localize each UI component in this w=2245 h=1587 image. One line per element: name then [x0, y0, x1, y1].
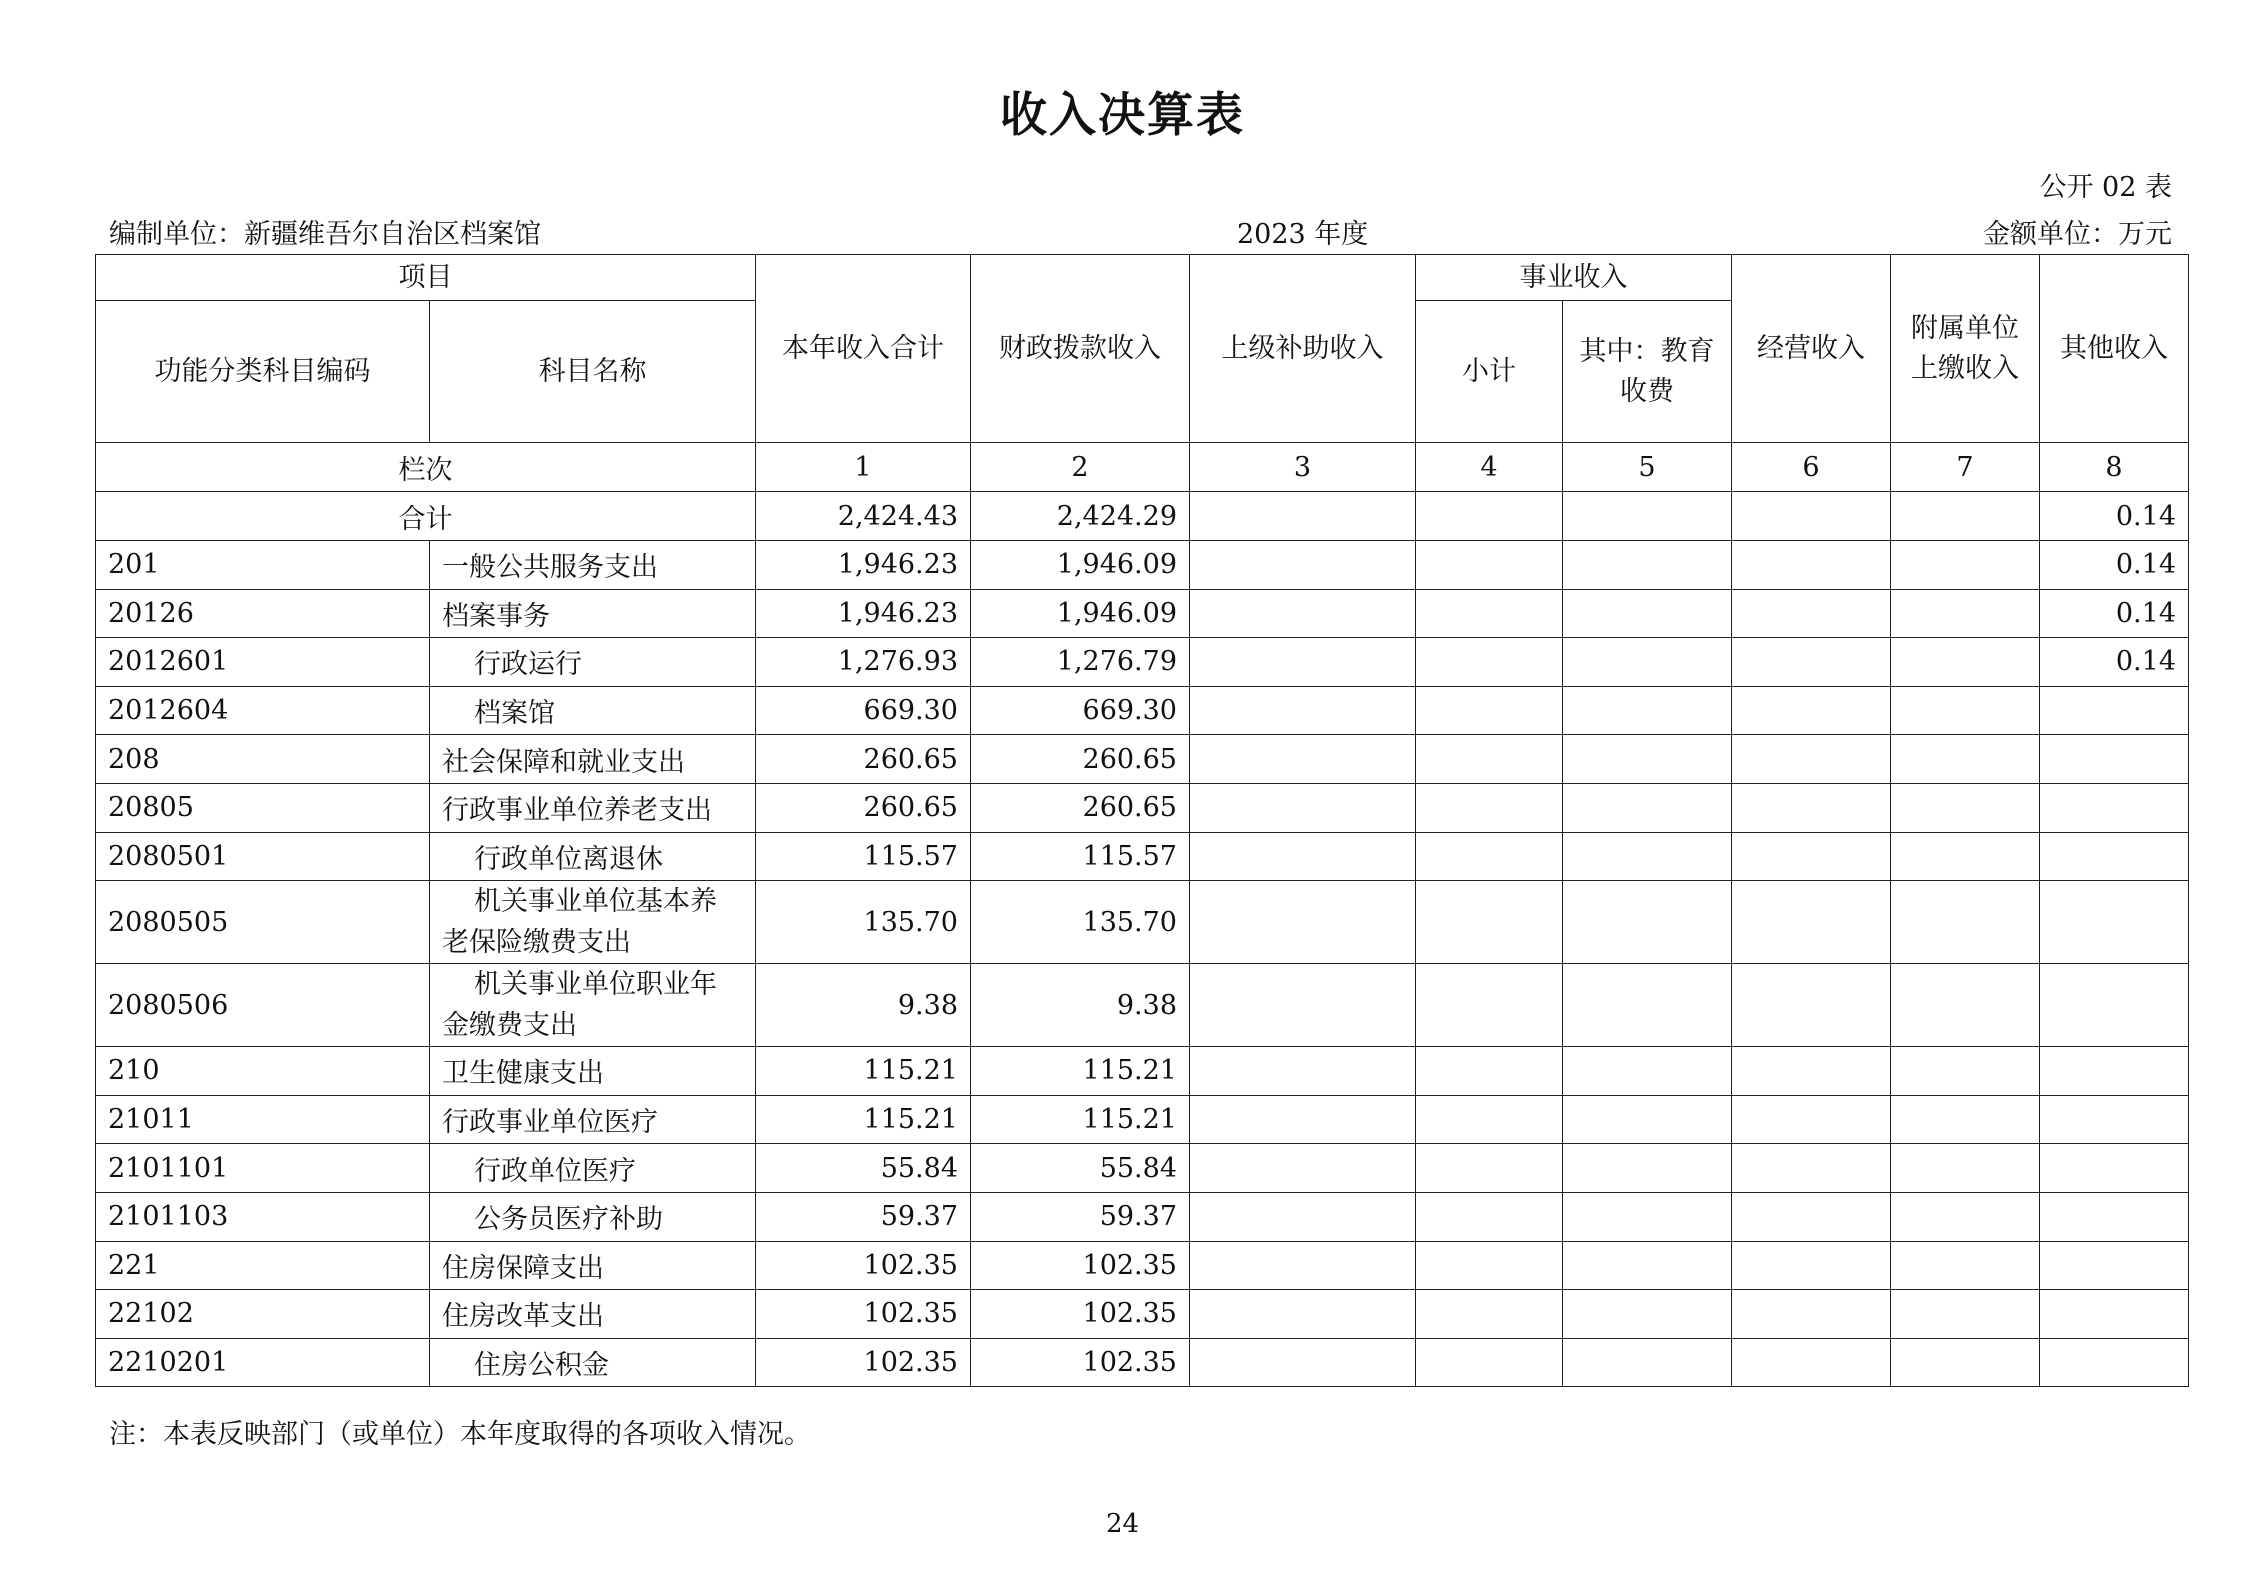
header-name: 科目名称: [430, 301, 756, 443]
empty-cell: [1416, 1241, 1563, 1290]
other-income-cell: [2040, 735, 2189, 784]
total-income-cell: 2,424.43: [756, 492, 971, 541]
code-cell: 2080501: [96, 832, 430, 881]
header-business-group: 事业收入: [1416, 255, 1732, 301]
name-cell: [430, 1095, 756, 1144]
name-cell: [430, 832, 756, 881]
empty-cell: [1416, 686, 1563, 735]
total-income-cell: 102.35: [756, 1338, 971, 1387]
name-text: 档案馆: [474, 698, 555, 730]
code-cell: 2012604: [96, 686, 430, 735]
name-line: 老保险缴费支出: [442, 927, 631, 959]
empty-cell: [1732, 492, 1891, 541]
table-row: [96, 881, 2189, 964]
empty-cell: [1190, 1338, 1416, 1387]
empty-cell: [1190, 589, 1416, 638]
empty-cell: [1891, 1144, 2040, 1193]
other-income-cell: [2040, 964, 2189, 1047]
other-income-cell: [2040, 1338, 2189, 1387]
table-row: [96, 638, 2189, 687]
table-row: [96, 735, 2189, 784]
column-number-label: 栏次: [96, 443, 756, 492]
total-row: [96, 492, 2189, 541]
name-line: 金缴费支出: [442, 1010, 577, 1042]
page-title: 收入决算表: [1000, 88, 1245, 143]
empty-cell: [1732, 541, 1891, 590]
empty-cell: [1563, 881, 1732, 964]
table-row: [96, 1047, 2189, 1096]
currency-unit: 金额单位：万元: [1983, 219, 2172, 250]
empty-cell: [1563, 735, 1732, 784]
name-cell: [430, 638, 756, 687]
empty-cell: [1891, 686, 2040, 735]
empty-cell: [1416, 1290, 1563, 1339]
total-income-cell: 1,276.93: [756, 638, 971, 687]
other-income-cell: [2040, 1192, 2189, 1241]
code-cell: 2101101: [96, 1144, 430, 1193]
other-income-cell: [2040, 1290, 2189, 1339]
fiscal-cell: 1,946.09: [971, 541, 1190, 590]
name-text: 社会保障和就业支出: [442, 746, 685, 778]
empty-cell: [1416, 1144, 1563, 1193]
empty-cell: [1563, 492, 1732, 541]
empty-cell: [1891, 1047, 2040, 1096]
income-table: [95, 254, 2189, 1387]
empty-cell: [1563, 964, 1732, 1047]
empty-cell: [1190, 1047, 1416, 1096]
fiscal-cell: 1,946.09: [971, 589, 1190, 638]
empty-cell: [1732, 686, 1891, 735]
name-text: 卫生健康支出: [442, 1058, 604, 1090]
empty-cell: [1563, 832, 1732, 881]
fiscal-cell: 115.21: [971, 1095, 1190, 1144]
header-affiliated: 附属单位上缴收入: [1891, 255, 2040, 443]
table-row: [96, 541, 2189, 590]
empty-cell: [1563, 1241, 1732, 1290]
empty-cell: [1416, 638, 1563, 687]
column-number: 7: [1891, 443, 2040, 492]
code-cell: 2210201: [96, 1338, 430, 1387]
column-number: 2: [971, 443, 1190, 492]
fiscal-cell: 102.35: [971, 1290, 1190, 1339]
total-income-cell: 59.37: [756, 1192, 971, 1241]
total-other-cell: 0.14: [2040, 492, 2189, 541]
empty-cell: [1891, 1338, 2040, 1387]
column-number: 1: [756, 443, 971, 492]
empty-cell: [1732, 1290, 1891, 1339]
table-row: [96, 1241, 2189, 1290]
empty-cell: [1732, 1241, 1891, 1290]
empty-cell: [1416, 783, 1563, 832]
column-number: 5: [1563, 443, 1732, 492]
header-operating: 经营收入: [1732, 255, 1891, 443]
empty-cell: [1190, 881, 1416, 964]
empty-cell: [1563, 1338, 1732, 1387]
fiscal-cell: 135.70: [971, 881, 1190, 964]
name-text: 一般公共服务支出: [442, 552, 658, 584]
column-number: 4: [1416, 443, 1563, 492]
empty-cell: [1563, 1144, 1732, 1193]
name-cell: [430, 735, 756, 784]
total-income-cell: 9.38: [756, 964, 971, 1047]
table-row: [96, 832, 2189, 881]
fiscal-cell: 260.65: [971, 783, 1190, 832]
header-code: 功能分类科目编码: [96, 301, 430, 443]
compiling-unit: 编制单位：新疆维吾尔自治区档案馆: [109, 219, 541, 250]
empty-cell: [1190, 1290, 1416, 1339]
table-row: [96, 686, 2189, 735]
code-cell: 2101103: [96, 1192, 430, 1241]
empty-cell: [1563, 686, 1732, 735]
empty-cell: [1563, 1095, 1732, 1144]
fiscal-cell: 669.30: [971, 686, 1190, 735]
name-cell: [430, 964, 756, 1047]
total-income-cell: 669.30: [756, 686, 971, 735]
empty-cell: [1563, 1047, 1732, 1096]
total-income-cell: 115.21: [756, 1047, 971, 1096]
empty-cell: [1732, 1338, 1891, 1387]
form-number: 公开 02 表: [2039, 172, 2172, 203]
empty-cell: [1891, 881, 2040, 964]
other-income-cell: [2040, 881, 2189, 964]
header-fiscal: 财政拨款收入: [971, 255, 1190, 443]
total-income-cell: 115.21: [756, 1095, 971, 1144]
name-cell: [430, 1338, 756, 1387]
code-cell: 20126: [96, 589, 430, 638]
empty-cell: [1563, 783, 1732, 832]
empty-cell: [1891, 1192, 2040, 1241]
empty-cell: [1416, 881, 1563, 964]
empty-cell: [1732, 964, 1891, 1047]
total-income-cell: 260.65: [756, 735, 971, 784]
empty-cell: [1190, 783, 1416, 832]
name-cell: [430, 1290, 756, 1339]
name-cell: [430, 1047, 756, 1096]
empty-cell: [1190, 686, 1416, 735]
fiscal-cell: 260.65: [971, 735, 1190, 784]
empty-cell: [1891, 735, 2040, 784]
total-income-cell: 102.35: [756, 1290, 971, 1339]
total-income-cell: 115.57: [756, 832, 971, 881]
name-cell: [430, 541, 756, 590]
other-income-cell: [2040, 686, 2189, 735]
empty-cell: [1190, 1144, 1416, 1193]
fiscal-cell: 59.37: [971, 1192, 1190, 1241]
fiscal-cell: 9.38: [971, 964, 1190, 1047]
empty-cell: [1891, 492, 2040, 541]
name-text: 公务员医疗补助: [474, 1204, 663, 1236]
header-education: 其中：教育收费: [1563, 301, 1732, 443]
other-income-cell: [2040, 1095, 2189, 1144]
empty-cell: [1732, 1192, 1891, 1241]
empty-cell: [1416, 1047, 1563, 1096]
code-cell: 210: [96, 1047, 430, 1096]
name-line: 机关事业单位基本养: [474, 886, 717, 918]
other-income-cell: [2040, 1047, 2189, 1096]
empty-cell: [1416, 964, 1563, 1047]
name-text: 行政事业单位养老支出: [442, 795, 712, 827]
column-number: 3: [1190, 443, 1416, 492]
code-cell: 221: [96, 1241, 430, 1290]
name-text: 档案事务: [442, 600, 550, 632]
table-row: [96, 1290, 2189, 1339]
empty-cell: [1416, 1095, 1563, 1144]
name-text: 行政单位离退休: [474, 843, 663, 875]
empty-cell: [1190, 1095, 1416, 1144]
code-cell: 208: [96, 735, 430, 784]
empty-cell: [1891, 1095, 2040, 1144]
name-cell: [430, 686, 756, 735]
total-income-cell: 135.70: [756, 881, 971, 964]
name-cell: [430, 1192, 756, 1241]
table-row: [96, 589, 2189, 638]
header-other: 其他收入: [2040, 255, 2189, 443]
empty-cell: [1732, 783, 1891, 832]
empty-cell: [1563, 638, 1732, 687]
fiscal-cell: 115.21: [971, 1047, 1190, 1096]
table-row: [96, 1192, 2189, 1241]
header-item: 项目: [96, 255, 756, 301]
other-income-cell: 0.14: [2040, 638, 2189, 687]
name-cell: [430, 1241, 756, 1290]
empty-cell: [1416, 541, 1563, 590]
empty-cell: [1732, 638, 1891, 687]
table-row: [96, 1144, 2189, 1193]
empty-cell: [1891, 541, 2040, 590]
page-number: 24: [1105, 1509, 1140, 1539]
name-cell: [430, 881, 756, 964]
empty-cell: [1563, 541, 1732, 590]
empty-cell: [1190, 541, 1416, 590]
column-number: 8: [2040, 443, 2189, 492]
code-cell: 2012601: [96, 638, 430, 687]
name-cell: [430, 589, 756, 638]
empty-cell: [1732, 832, 1891, 881]
empty-cell: [1416, 832, 1563, 881]
fiscal-cell: 102.35: [971, 1241, 1190, 1290]
code-cell: 201: [96, 541, 430, 590]
empty-cell: [1563, 1290, 1732, 1339]
empty-cell: [1190, 1241, 1416, 1290]
fiscal-year: 2023 年度: [1237, 219, 1369, 250]
table-row: [96, 964, 2189, 1047]
empty-cell: [1891, 1241, 2040, 1290]
empty-cell: [1891, 964, 2040, 1047]
empty-cell: [1732, 589, 1891, 638]
code-cell: 21011: [96, 1095, 430, 1144]
empty-cell: [1563, 1192, 1732, 1241]
column-number: 6: [1732, 443, 1891, 492]
empty-cell: [1891, 589, 2040, 638]
other-income-cell: [2040, 832, 2189, 881]
total-income-cell: 1,946.23: [756, 589, 971, 638]
total-label: 合计: [96, 492, 756, 541]
table-row: [96, 1338, 2189, 1387]
name-text: 行政事业单位医疗: [442, 1107, 658, 1139]
code-cell: 2080506: [96, 964, 430, 1047]
empty-cell: [1732, 1095, 1891, 1144]
name-text: 住房保障支出: [442, 1252, 604, 1284]
empty-cell: [1190, 832, 1416, 881]
empty-cell: [1891, 832, 2040, 881]
total-income-cell: 55.84: [756, 1144, 971, 1193]
fiscal-cell: 55.84: [971, 1144, 1190, 1193]
name-text: 行政运行: [474, 649, 582, 681]
empty-cell: [1891, 638, 2040, 687]
empty-cell: [1891, 783, 2040, 832]
header-superior: 上级补助收入: [1190, 255, 1416, 443]
name-text: 住房改革支出: [442, 1301, 604, 1333]
code-cell: 20805: [96, 783, 430, 832]
other-income-cell: [2040, 783, 2189, 832]
other-income-cell: 0.14: [2040, 589, 2189, 638]
fiscal-cell: 102.35: [971, 1338, 1190, 1387]
table-note: 注：本表反映部门（或单位）本年度取得的各项收入情况。: [109, 1419, 811, 1450]
other-income-cell: [2040, 1144, 2189, 1193]
name-line: 机关事业单位职业年: [474, 969, 717, 1001]
empty-cell: [1190, 638, 1416, 687]
name-text: 住房公积金: [474, 1350, 609, 1382]
empty-cell: [1190, 964, 1416, 1047]
total-income-cell: 102.35: [756, 1241, 971, 1290]
empty-cell: [1563, 589, 1732, 638]
other-income-cell: 0.14: [2040, 541, 2189, 590]
empty-cell: [1732, 1047, 1891, 1096]
other-income-cell: [2040, 1241, 2189, 1290]
empty-cell: [1416, 1338, 1563, 1387]
empty-cell: [1416, 589, 1563, 638]
empty-cell: [1732, 1144, 1891, 1193]
empty-cell: [1190, 492, 1416, 541]
total-fiscal-cell: 2,424.29: [971, 492, 1190, 541]
name-cell: [430, 1144, 756, 1193]
name-text: 行政单位医疗: [474, 1155, 636, 1187]
fiscal-cell: 1,276.79: [971, 638, 1190, 687]
table-row: [96, 1095, 2189, 1144]
table-row: [96, 783, 2189, 832]
empty-cell: [1190, 1192, 1416, 1241]
empty-cell: [1416, 492, 1563, 541]
empty-cell: [1732, 735, 1891, 784]
code-cell: 22102: [96, 1290, 430, 1339]
fiscal-cell: 115.57: [971, 832, 1190, 881]
header-subtotal: 小计: [1416, 301, 1563, 443]
empty-cell: [1416, 735, 1563, 784]
empty-cell: [1190, 735, 1416, 784]
total-income-cell: 1,946.23: [756, 541, 971, 590]
empty-cell: [1732, 881, 1891, 964]
header-total-income: 本年收入合计: [756, 255, 971, 443]
name-cell: [430, 783, 756, 832]
code-cell: 2080505: [96, 881, 430, 964]
empty-cell: [1891, 1290, 2040, 1339]
total-income-cell: 260.65: [756, 783, 971, 832]
empty-cell: [1416, 1192, 1563, 1241]
